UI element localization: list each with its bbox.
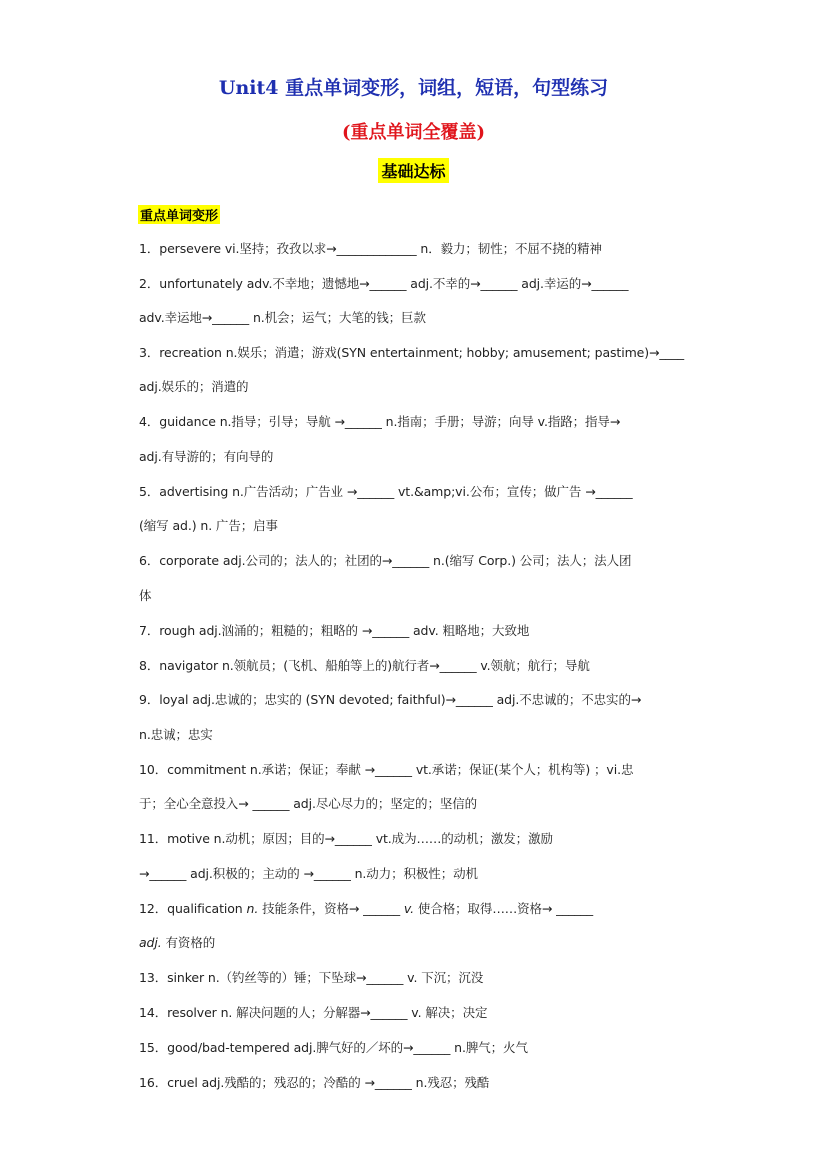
exercise-line: 15．good/bad-tempered adj.脾气好的／坏的→______ n.脾气；火气 xyxy=(139,1040,528,1055)
exercise-line: 6．corporate adj.公司的；法人的；社团的→______ n.(缩写 Corp.) 公司；法人；法人团 xyxy=(139,553,632,568)
exercise-line: 10．commitment n.承诺；保证；奉献 →______ vt.承诺；保证(某个人；机构等) ；vi.忠 xyxy=(139,762,634,777)
exercise-line: adj.娱乐的；消遣的 xyxy=(139,379,249,394)
line-text: 有资格的 xyxy=(161,935,216,950)
section-heading: 重点单词变形 xyxy=(138,205,220,224)
exercise-line: n.忠诚；忠实 xyxy=(139,727,213,742)
page-title: Unit4 重点单词变形，词组，短语，句型练习 xyxy=(218,77,609,99)
exercise-line: 体 xyxy=(139,588,152,603)
line-text: 技能条件，资格→ ______ xyxy=(258,901,404,916)
exercise-line: →______ adj.积极的；主动的 →______ n.动力；积极性；动机 xyxy=(139,866,478,881)
exercise-line: 5．advertising n.广告活动；广告业 →______ vt.&amp;vi.公布；宣传；做广告 →______ xyxy=(139,484,633,499)
exercise-line: 16．cruel adj.残酷的；残忍的；冷酷的 →______ n.残忍；残酷 xyxy=(139,1075,490,1090)
exercise-line: adj.有导游的；有向导的 xyxy=(139,449,274,464)
exercise-line xyxy=(139,934,215,952)
exercise-line: 4．guidance n.指导；引导；导航 →______ n.指南；手册；导游；向导 v.指路；指导→ xyxy=(139,414,621,429)
exercise-line: 9．loyal adj.忠诚的；忠实的 (SYN devoted; faithful)→______ adj.不忠诚的；不忠实的→ xyxy=(139,692,642,707)
page-subtitle: (重点单词全覆盖) xyxy=(341,122,486,143)
part-of-speech: n. xyxy=(246,901,259,916)
line-text: 12．qualification xyxy=(139,901,247,916)
exercise-line: 7．rough adj.汹涌的；粗糙的；粗略的 →______ adv. 粗略地；大致地 xyxy=(139,623,530,638)
exercise-line: 2．unfortunately adv.不幸地；遗憾地→______ adj.不幸的→______ adj.幸运的→______ xyxy=(139,276,629,291)
exercise-line: 1．persevere vi.坚持；孜孜以求→_____________ n．毅力；韧性；不屈不挠的精神 xyxy=(139,241,602,256)
line-text: 使合格；取得……资格→ ______ xyxy=(414,901,594,916)
part-of-speech: v. xyxy=(403,901,415,916)
exercise-line: 13．sinker n.（钓丝等的）锤；下坠球→______ v. 下沉；沉没 xyxy=(139,970,484,985)
exercise-line: 3．recreation n.娱乐；消遣；游戏(SYN entertainment; hobby; amusement; pastime)→____ xyxy=(139,345,685,360)
exercise-line xyxy=(139,900,593,918)
exercise-line: adv.幸运地→______ n.机会；运气；大笔的钱；巨款 xyxy=(139,310,426,325)
level-heading: 基础达标 xyxy=(378,158,448,183)
exercise-line: (缩写 ad.) n. 广告；启事 xyxy=(139,518,278,533)
exercise-line: 14．resolver n. 解决问题的人；分解器→______ v. 解决；决定 xyxy=(139,1005,488,1020)
exercise-line: 于；全心全意投入→ ______ adj.尽心尽力的；坚定的；坚信的 xyxy=(139,796,478,811)
exercise-line: 11．motive n.动机；原因；目的→______ vt.成为……的动机；激发；激励 xyxy=(139,831,553,846)
exercise-line: 8．navigator n.领航员；(飞机、船舶等上的)航行者→______ v.领航；航行；导航 xyxy=(139,658,590,673)
part-of-speech: adj. xyxy=(139,935,162,950)
